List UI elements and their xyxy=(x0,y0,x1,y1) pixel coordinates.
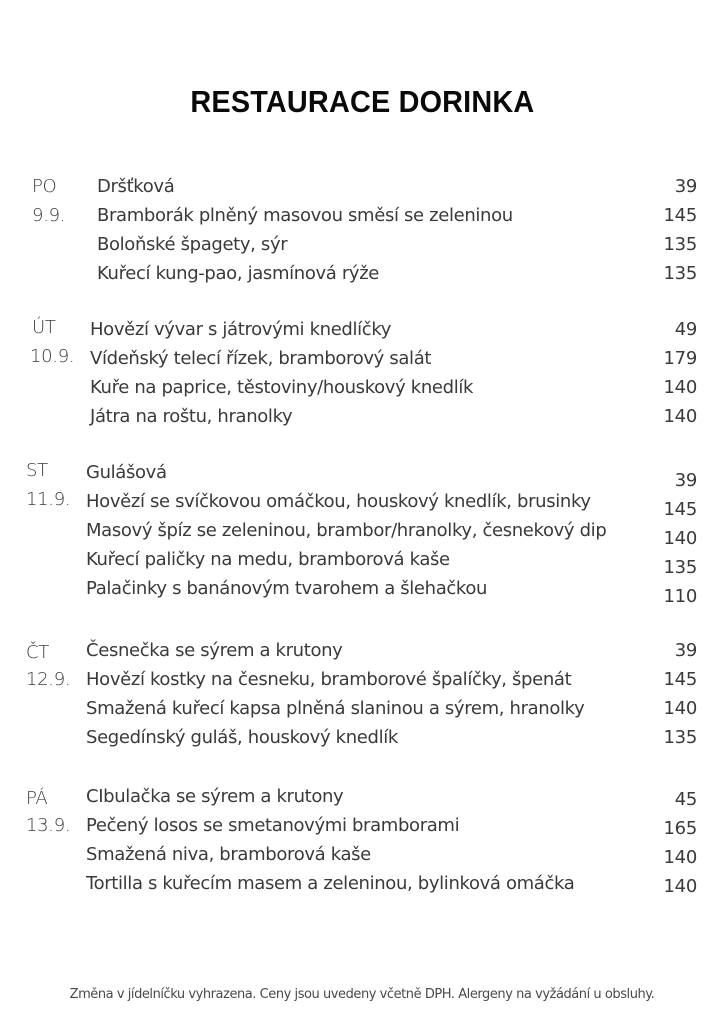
dish-name: Bramborák plněný masovou směsí se zeleninou xyxy=(97,205,513,226)
day-name: PO xyxy=(32,176,57,197)
dish-price: 165 xyxy=(663,818,697,839)
dish-name: CIbulačka se sýrem a krutony xyxy=(86,786,344,807)
day-name: ST xyxy=(26,460,48,481)
dish-price: 39 xyxy=(674,176,697,197)
day-date: 13.9. xyxy=(26,815,71,836)
dish-price: 39 xyxy=(674,470,697,491)
dish-name: Kuřecí paličky na medu, bramborová kaše xyxy=(86,549,450,570)
day-date: 11.9. xyxy=(26,489,71,510)
dish-name: Játra na roštu, hranolky xyxy=(90,406,293,427)
dish-name: Masový špíz se zeleninou, brambor/hranolky, česnekový dip xyxy=(86,520,607,541)
dish-name: Hovězí vývar s játrovými knedlíčky xyxy=(90,319,392,340)
day-name: PÁ xyxy=(26,788,48,809)
dish-name: Dršťková xyxy=(97,176,175,197)
dish-name: Smažená kuřecí kapsa plněná slaninou a sýrem, hranolky xyxy=(86,698,585,719)
dish-price: 145 xyxy=(663,499,697,520)
dish-price: 39 xyxy=(674,640,697,661)
dish-name: Tortilla s kuřecím masem a zeleninou, bylinková omáčka xyxy=(86,873,575,894)
dish-name: Palačinky s banánovým tvarohem a šlehačkou xyxy=(86,578,488,599)
dish-price: 135 xyxy=(663,557,697,578)
dish-price: 140 xyxy=(663,406,697,427)
dish-price: 135 xyxy=(663,234,697,255)
dish-name: Boloňské špagety, sýr xyxy=(97,234,288,255)
dish-price: 140 xyxy=(663,528,697,549)
dish-price: 140 xyxy=(663,847,697,868)
dish-name: Pečený losos se smetanovými bramborami xyxy=(86,815,460,836)
dish-price: 179 xyxy=(663,348,697,369)
dish-name: Kuřecí kung-pao, jasmínová rýže xyxy=(97,263,380,284)
dish-name: Česnečka se sýrem a krutony xyxy=(86,640,343,661)
day-date: 9.9. xyxy=(32,205,66,226)
dish-price: 45 xyxy=(674,789,697,810)
dish-name: Hovězí se svíčkovou omáčkou, houskový knedlík, brusinky xyxy=(86,491,591,512)
footer-note: Změna v jídelníčku vyhrazena. Ceny jsou uvedeny včetně DPH. Alergeny na vyžádání u obsluhy. xyxy=(69,987,655,1002)
dish-price: 145 xyxy=(663,669,697,690)
dish-price: 140 xyxy=(663,876,697,897)
menu-title: RESTAURACE DORINKA xyxy=(190,84,535,119)
dish-price: 49 xyxy=(674,319,697,340)
dish-price: 135 xyxy=(663,727,697,748)
day-name: ČT xyxy=(26,642,49,663)
dish-price: 110 xyxy=(663,586,697,607)
dish-price: 135 xyxy=(663,263,697,284)
dish-name: Gulášová xyxy=(86,462,167,483)
dish-name: Vídeňský telecí řízek, bramborový salát xyxy=(90,348,432,369)
day-name: ÚT xyxy=(32,317,56,338)
day-date: 10.9. xyxy=(30,346,75,367)
dish-name: Smažená niva, bramborová kaše xyxy=(86,844,371,865)
dish-price: 145 xyxy=(663,205,697,226)
dish-name: Segedínský guláš, houskový knedlík xyxy=(86,727,398,748)
dish-name: Hovězí kostky na česneku, bramborové špalíčky, špenát xyxy=(86,669,572,690)
dish-name: Kuře na paprice, těstoviny/houskový knedlík xyxy=(90,377,474,398)
dish-price: 140 xyxy=(663,698,697,719)
dish-price: 140 xyxy=(663,377,697,398)
day-date: 12.9. xyxy=(26,669,71,690)
